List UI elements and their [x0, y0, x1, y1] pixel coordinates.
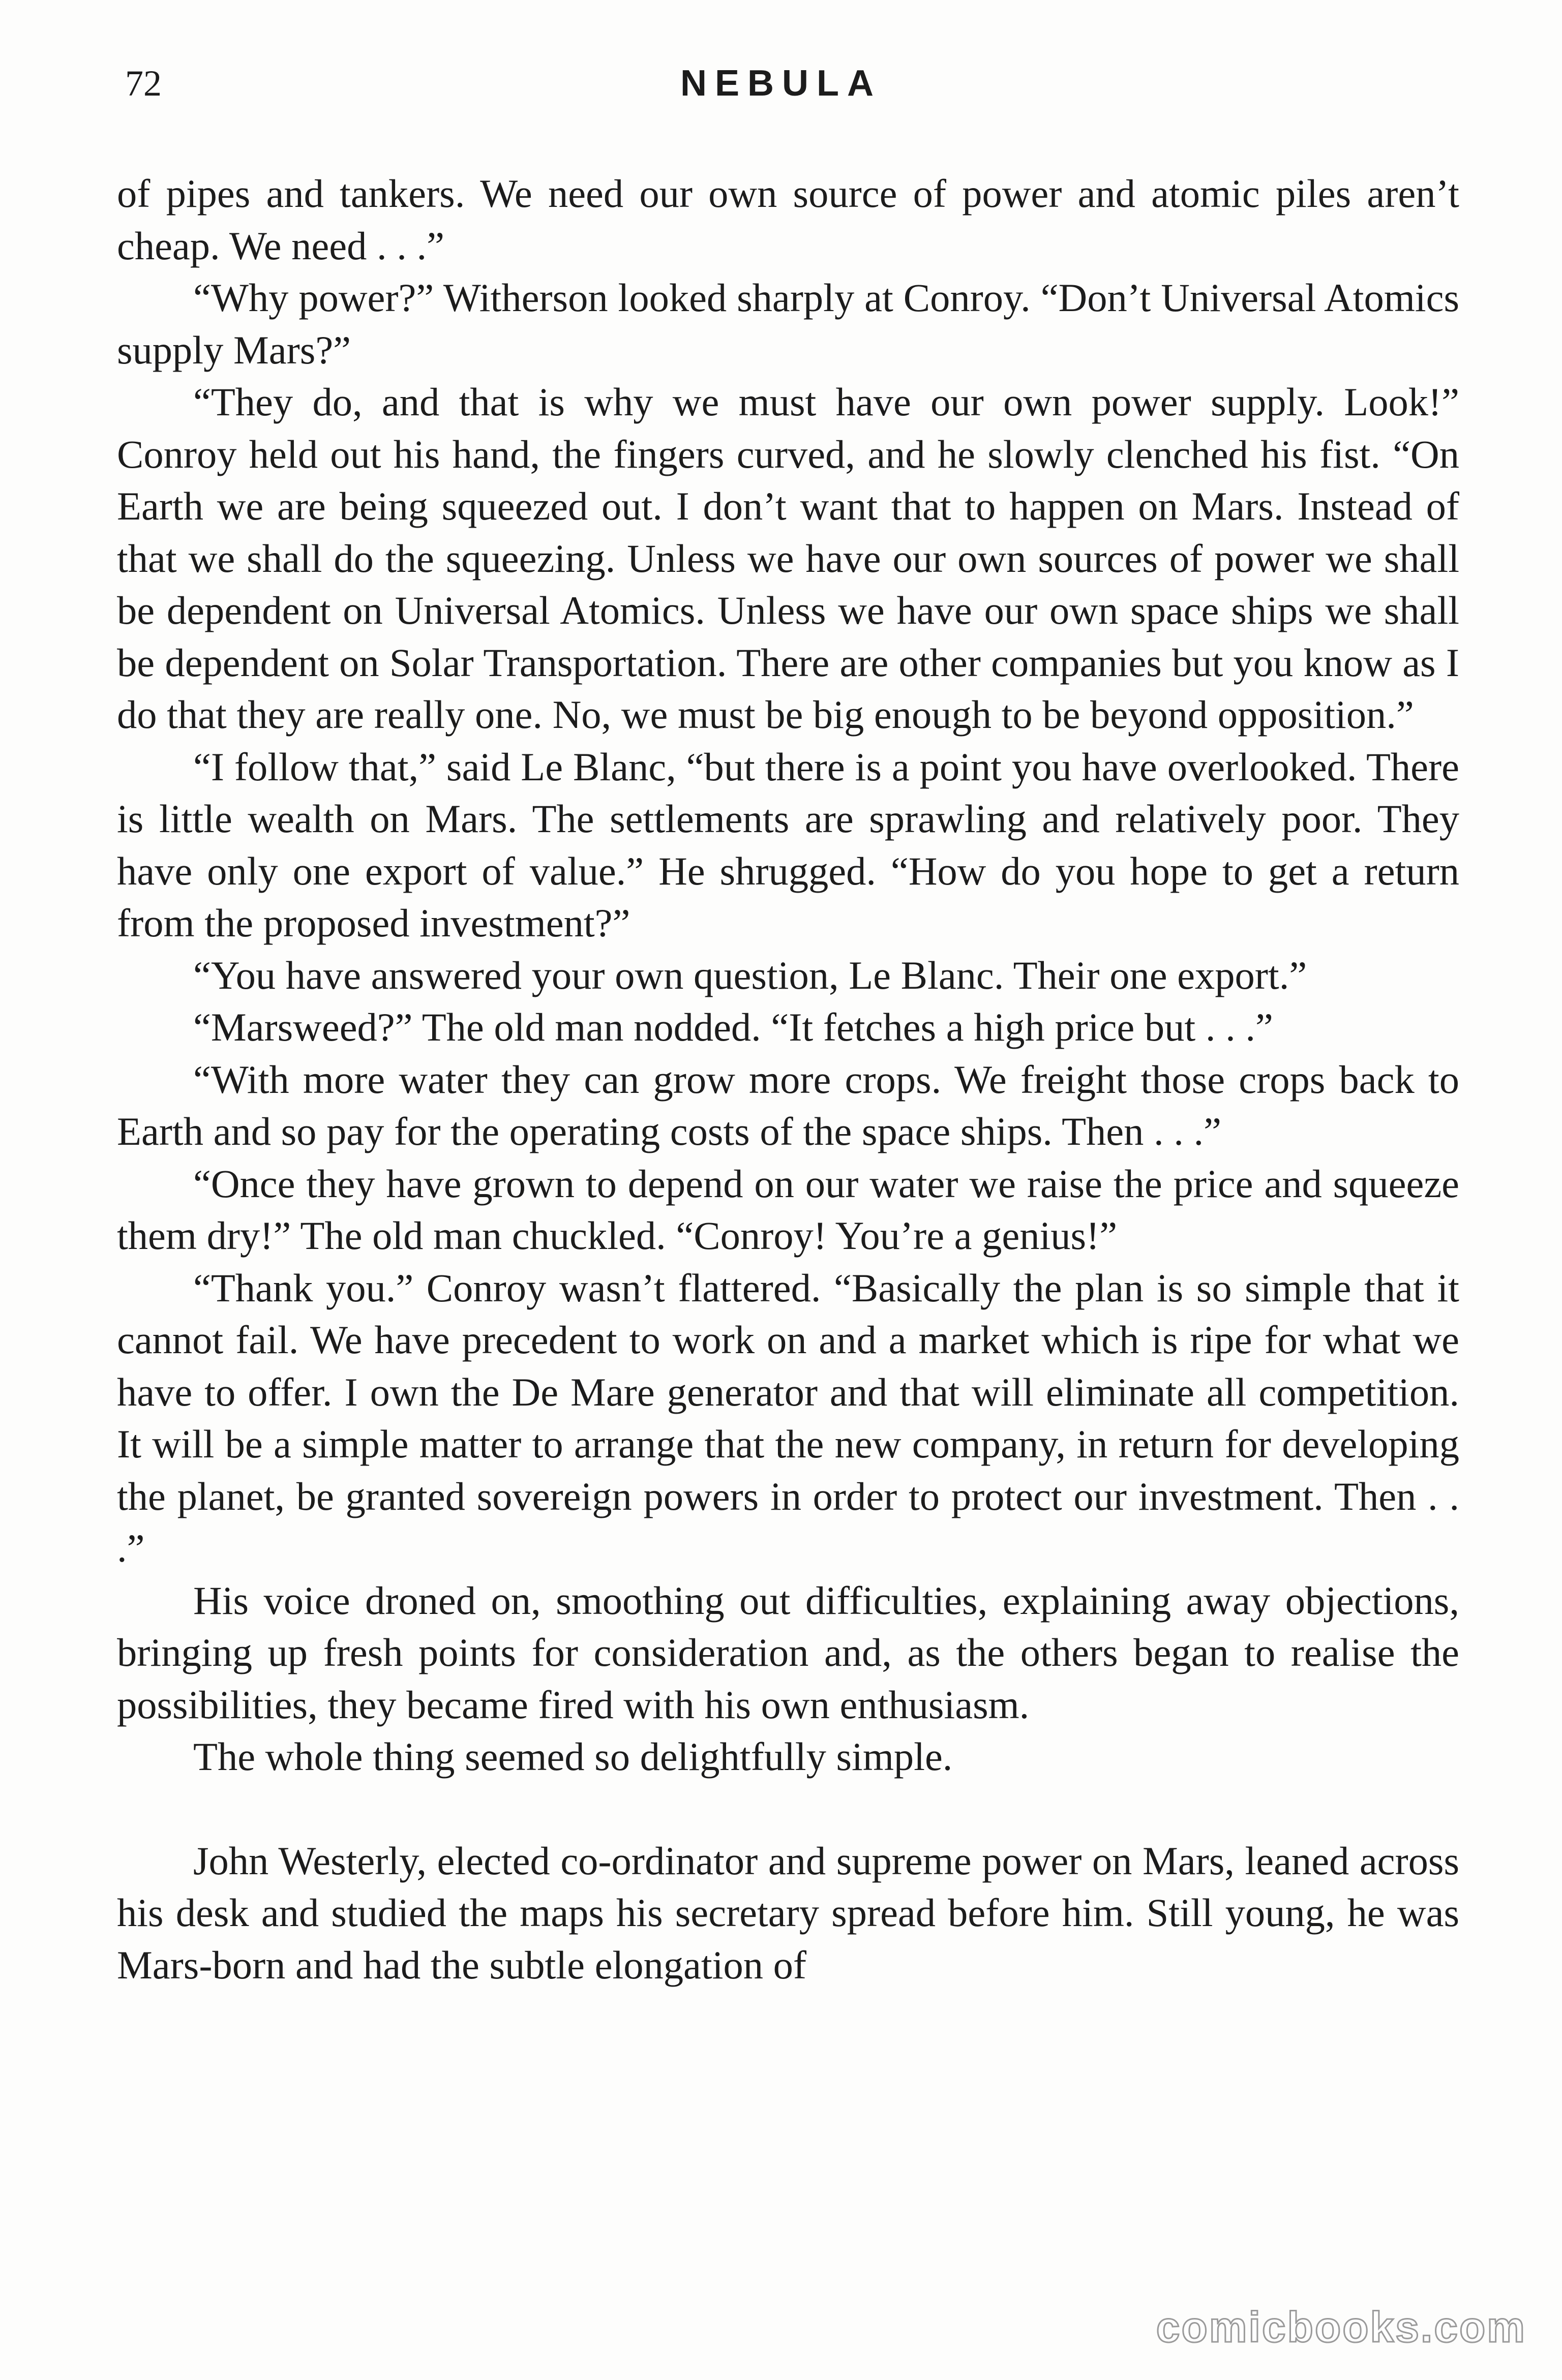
paragraph: “They do, and that is why we must have our own power supply. Look!” Conroy held out his hand, the fingers curved, and he slowly clenched his fist. “On Earth we are being squeezed out. I don’t want that to happen on Mars. Instead of that we shall do the squeezing. Unless we have our own sources of power we shall be dependent on Universal Atomics. Unless we have our own space ships we shall be dependent on Solar Transportation. There are other companies but you know as I do that they are really one. No, we must be big enough to be beyond opposition.” [117, 380, 1459, 737]
paragraph: “With more water they can grow more crops. We freight those crops back to Earth and so pay for the operating costs of the space ships. Then . . .” [117, 1057, 1459, 1153]
body-text [117, 168, 1459, 1991]
paragraph: The whole thing seemed so delightfully simple. [193, 1734, 953, 1779]
watermark-logo: comicbooks.com [1156, 2303, 1526, 2351]
paragraph: “Why power?” Witherson looked sharply at Conroy. “Don’t Universal Atomics supply Mars?” [117, 276, 1459, 372]
paragraph: His voice droned on, smoothing out difficulties, explaining away objections, bringing up fresh points for consideration and, as the others began to realise the possibilities, they became fired with his own enthusiasm. [117, 1578, 1459, 1727]
paragraph: “Marsweed?” The old man nodded. “It fetches a high price but . . .” [193, 1005, 1273, 1049]
running-title: NEBULA [680, 63, 882, 104]
paragraph: “I follow that,” said Le Blanc, “but there is a point you have overlooked. There is little wealth on Mars. The settlements are sprawling and relatively poor. They have only one export of value.” He shrugged. “How do you hope to get a return from the proposed investment?” [117, 744, 1459, 945]
paragraph: of pipes and tankers. We need our own source of power and atomic piles aren’t cheap. We need . . .” [117, 171, 1459, 268]
paragraph-section-start: John Westerly, elected co-ordinator and supreme power on Mars, leaned across his desk and studied the maps his secretary spread before him. Still young, he was Mars-born and had the subtle elongation of [117, 1838, 1459, 1987]
paragraph: “Once they have grown to depend on our water we raise the price and squeeze them dry!” The old man chuckled. “Conroy! You’re a genius!” [117, 1161, 1459, 1258]
paragraph: “You have answered your own question, Le Blanc. Their one export.” [193, 953, 1307, 997]
paragraph: “Thank you.” Conroy wasn’t flattered. “Basically the plan is so simple that it cannot fail. We have precedent to work on and a market which is ripe for what we have to offer. I own the De Mare generator and that will eliminate all competition. It will be a simple matter to arrange that the new company, in return for developing the planet, be granted sovereign powers in order to protect our investment. Then . . .” [117, 1265, 1459, 1570]
page-number: 72 [125, 63, 162, 104]
